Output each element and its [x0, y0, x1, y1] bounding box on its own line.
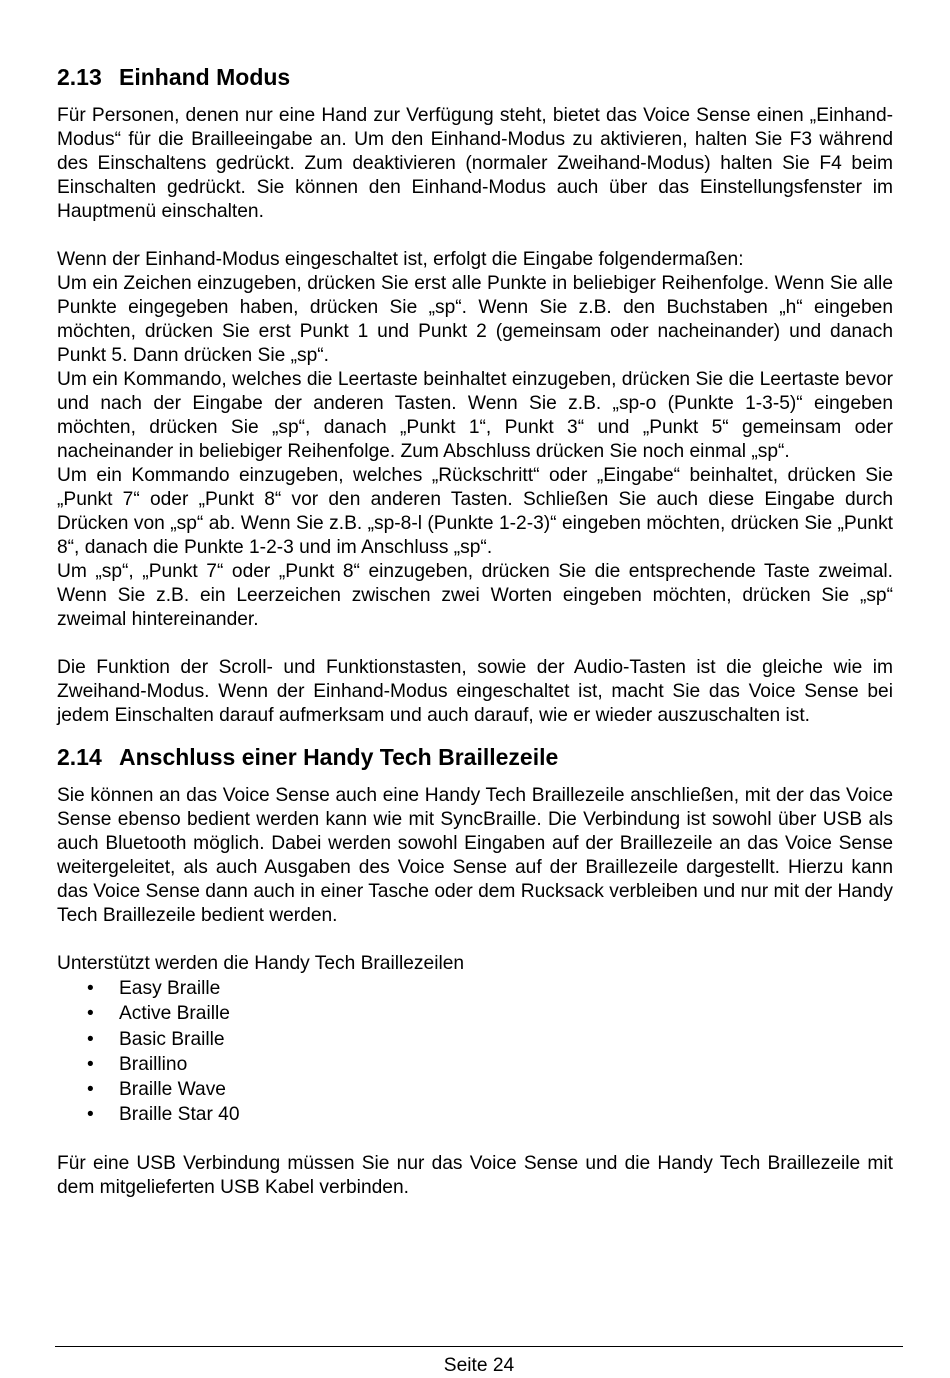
- paragraph-usb-verbindung: Für eine USB Verbindung müssen Sie nur das Voice Sense und die Handy Tech Braillezeile mit dem mitgelieferten USB Kabel verbinden.: [57, 1152, 893, 1198]
- paragraph-list-intro: Unterstützt werden die Handy Tech Braillezeilen: [57, 953, 465, 974]
- section-title: Einhand Modus: [119, 64, 291, 90]
- bullet-icon: •: [87, 1003, 94, 1025]
- page-number: Seite 24: [443, 1355, 515, 1376]
- list-item: • Braille Wave: [57, 1077, 893, 1102]
- section-number: 2.13: [57, 64, 102, 90]
- section-title: Anschluss einer Handy Tech Braillezeile: [119, 744, 559, 770]
- braillezeilen-list: [57, 976, 893, 1128]
- paragraph-doppelte-taste: Um „sp“, „Punkt 7“ oder „Punkt 8“ einzugeben, drücken Sie die entsprechende Taste zweimal. Wenn Sie z.B. ein Leerzeichen zwischen zwei Worten eingeben möchten, drücken Sie „sp“ zweimal hintereinander.: [57, 561, 893, 630]
- section-number: 2.14: [57, 744, 102, 770]
- paragraph-zeichen-eingabe: Um ein Zeichen einzugeben, drücken Sie erst alle Punkte in beliebiger Reihenfolge. Wenn Sie alle Punkte eingegeben haben, drücken Sie „sp“. Wenn Sie z.B. den Buchstaben „h“ eingeben möchten, drücken Sie erst Punkt 1 und Punkt 2 (gemeinsam oder nacheinander) und danach Punkt 5. Dann drücken Sie „sp“.: [57, 273, 893, 366]
- paragraph-leertaste-kommando: Um ein Kommando, welches die Leertaste beinhaltet einzugeben, drücken Sie die Leertaste bevor und nach der Eingabe der anderen Tasten. Wenn Sie z.B. „sp-o (Punkte 1-3-5)“ eingeben möchten, drücken Sie „sp“, danach „Punkt 1“, Punkt 3“ und „Punkt 5“ gemeinsam oder nacheinander in beliebiger Reihenfolge. Zum Abschluss drücken Sie noch einmal „sp“.: [57, 369, 893, 462]
- paragraph-funktionstasten: Die Funktion der Scroll- und Funktionstasten, sowie der Audio-Tasten ist die gleiche wie im Zweihand-Modus. Wenn der Einhand-Modus eingeschaltet ist, macht Sie das Voice Sense bei jedem Einschalten darauf aufmerksam und auch darauf, wie er wieder auszuschalten ist.: [57, 657, 893, 726]
- paragraph-eingabe-lead: Wenn der Einhand-Modus eingeschaltet ist, erfolgt die Eingabe folgendermaßen:: [57, 249, 744, 270]
- section-heading-2-13: [57, 62, 893, 92]
- bullet-icon: •: [87, 1104, 94, 1126]
- paragraph-braillezeile-intro: Sie können an das Voice Sense auch eine Handy Tech Braillezeile anschließen, mit der das Voice Sense ebenso bedient werden kann wie mit SyncBraille. Die Verbindung ist sowohl über USB als auch Bluetooth möglich. Dabei werden sowohl Eingaben auf der Braillezeile an das Voice Sense weitergeleitet, als auch Ausgaben des Voice Sense auf der Braillezeile dargestellt. Hierzu kann das Voice Sense dann auch in einer Tasche oder dem Rucksack verbleiben und nur mit der Handy Tech Braillezeile bedient werden.: [57, 785, 893, 926]
- bullet-icon: •: [87, 1053, 94, 1075]
- section-heading-2-14: [57, 742, 893, 772]
- list-item: • Active Braille: [57, 1001, 893, 1026]
- list-item: • Braille Star 40: [57, 1102, 893, 1127]
- list-item: • Basic Braille: [57, 1027, 893, 1052]
- footer-divider: [55, 1346, 903, 1347]
- bullet-icon: •: [87, 978, 94, 999]
- document-page: [57, 62, 893, 1200]
- bullet-icon: •: [87, 1028, 94, 1050]
- list-item: • Easy Braille: [57, 976, 893, 1001]
- list-item: • Braillino: [57, 1052, 893, 1077]
- paragraph-einhand-intro: Für Personen, denen nur eine Hand zur Verfügung steht, bietet das Voice Sense einen „Einhand-Modus“ für die Brailleeingabe an. Um den Einhand-Modus zu aktivieren, halten Sie F3 während des Einschaltens gedrückt. Zum deaktivieren (normaler Zweihand-Modus) halten Sie F4 beim Einschalten gedrückt. Sie können den Einhand-Modus auch über das Einstellungsfenster im Hauptmenü einschalten.: [57, 105, 893, 222]
- bullet-icon: •: [87, 1079, 94, 1101]
- paragraph-rueckschritt-kommando: Um ein Kommando einzugeben, welches „Rückschritt“ oder „Eingabe“ beinhaltet, drücken Sie „Punkt 7“ oder „Punkt 8“ vor den anderen Tasten. Schließen Sie auch diese Eingabe durch Drücken von „sp“ ab. Wenn Sie z.B. „sp-8-l (Punkte 1-2-3)“ eingeben möchten, drücken Sie „Punkt 8“, danach die Punkte 1-2-3 und im Anschluss „sp“.: [57, 465, 893, 558]
